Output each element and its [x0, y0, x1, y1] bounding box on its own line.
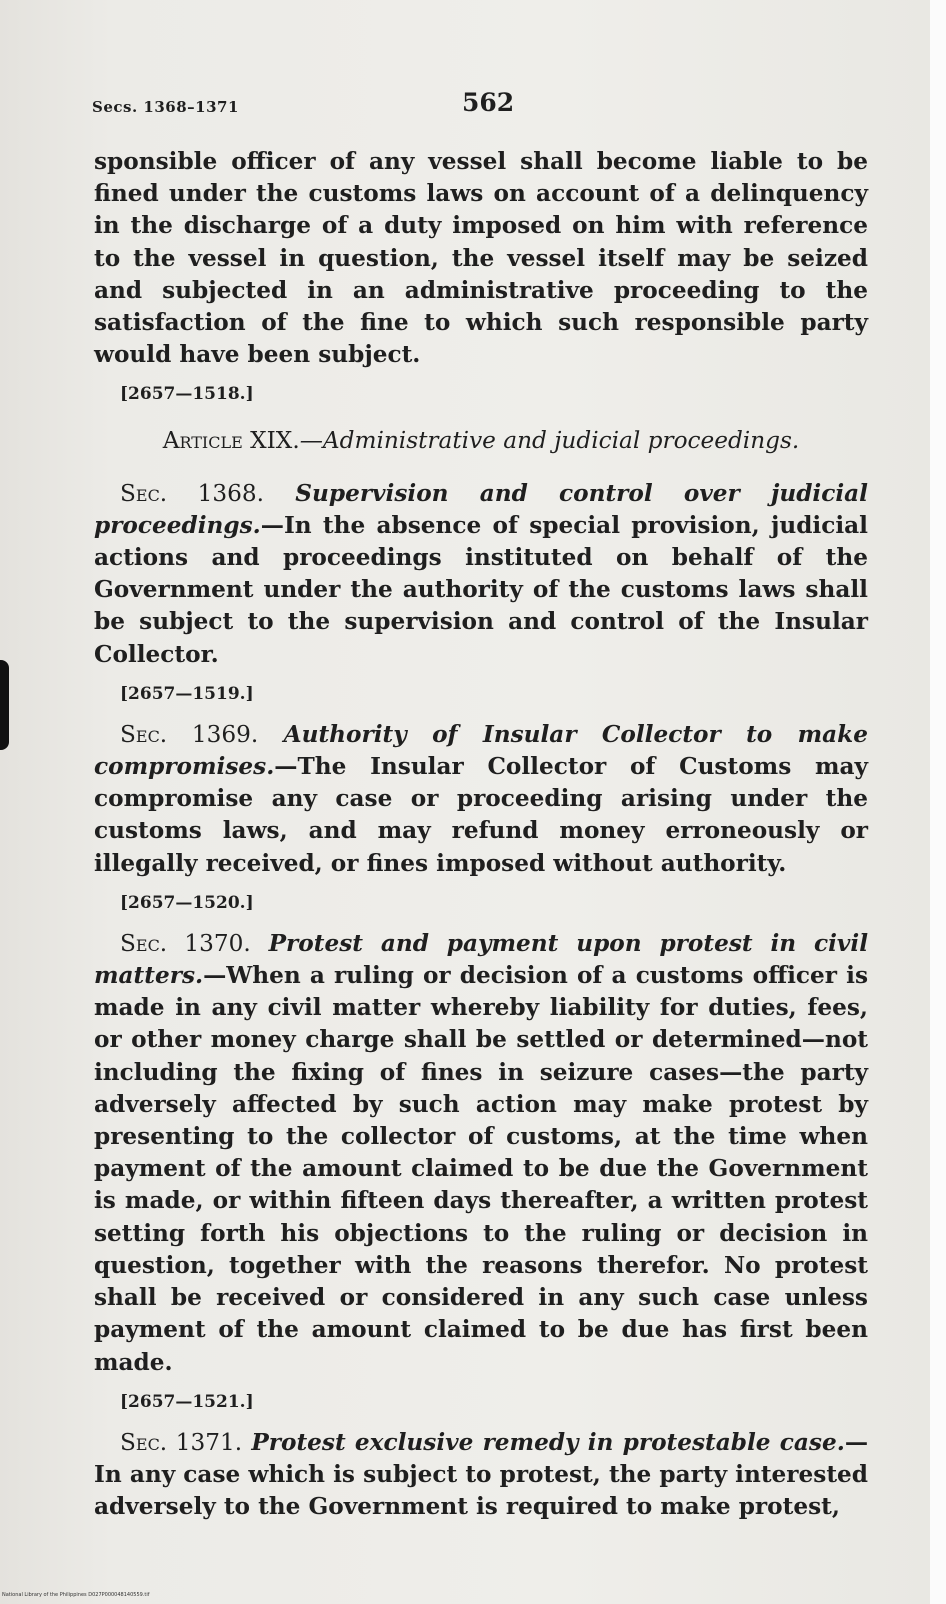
section-1369-citation: [2657—1520.] [120, 892, 254, 913]
section-body: —When a ruling or decision of a customs officer is made in any civil matter whereby liability for duties, fees, or other money charge shall be settled or determined—not including the fixing of fines in seizure cases—the party adversely affected by such action may make protest by presenting to the collector of customs, at the time when payment of the amount claimed to be due the Government is made, or within fifteen days thereafter, a written protest setting forth his objections to the ruling or decision in question, together with the reasons therefor. No protest shall be received or considered in any such case unless payment of the amount claimed to be due has first been made. [94, 962, 868, 1376]
article-heading [94, 425, 868, 457]
section-heading: Supervision and control over judicial proceedings. [94, 479, 868, 539]
section-label: Sec. 1368. [120, 479, 265, 507]
intro-citation: [2657—1518.] [120, 384, 254, 405]
page-number: 562 [462, 88, 515, 117]
section-1370-citation: [2657—1521.] [120, 1391, 254, 1412]
section-1369 [94, 719, 868, 880]
article-title: —Administrative and judicial proceedings. [299, 427, 800, 455]
scan-footer: National Library of the Philippines D027P000048140559.tif [2, 1592, 150, 1598]
section-body: —In any case which is subject to protest, the party interested adversely to the Government is required to make protest, [94, 1428, 869, 1521]
section-1368 [94, 478, 868, 671]
section-heading: Authority of Insular Collector to make compromises. [94, 720, 869, 781]
section-label: Sec. 1371. [120, 1428, 243, 1456]
section-body: —In the absence of special provision, judicial actions and proceedings instituted on behalf of the Government under the authority of the customs laws shall be subject to the supervision and control of the Insular Collector. [94, 511, 868, 668]
article-label: Article XIX. [162, 427, 300, 455]
page-header [92, 88, 872, 128]
section-1368-citation: [2657—1519.] [120, 683, 254, 704]
running-head: Secs. 1368–1371 [92, 98, 239, 116]
section-1370 [94, 928, 868, 1379]
binding-shadow [0, 660, 9, 750]
section-heading: Protest and payment upon protest in civil matters. [94, 929, 869, 990]
section-body: —The Insular Collector of Customs may compromise any case or proceeding arising under the customs laws, and may refund money erroneously or illegally received, or fines imposed without authority. [94, 753, 868, 877]
scan-margin [930, 0, 946, 1604]
intro-paragraph: sponsible officer of any vessel shall become liable to be fined under the customs laws on account of a delinquency in the discharge of a duty imposed on him with reference to the vessel in question, the vessel itself may be seized and subjected in an administrative proceeding to the satisfaction of the fine to which such responsible party would have been subject. [94, 148, 868, 369]
page-content [94, 146, 868, 1523]
section-heading: Protest exclusive remedy in protestable case. [251, 1428, 845, 1456]
section-label: Sec. 1369. [120, 720, 259, 748]
section-1371 [94, 1427, 868, 1524]
section-label: Sec. 1370. [120, 929, 251, 957]
